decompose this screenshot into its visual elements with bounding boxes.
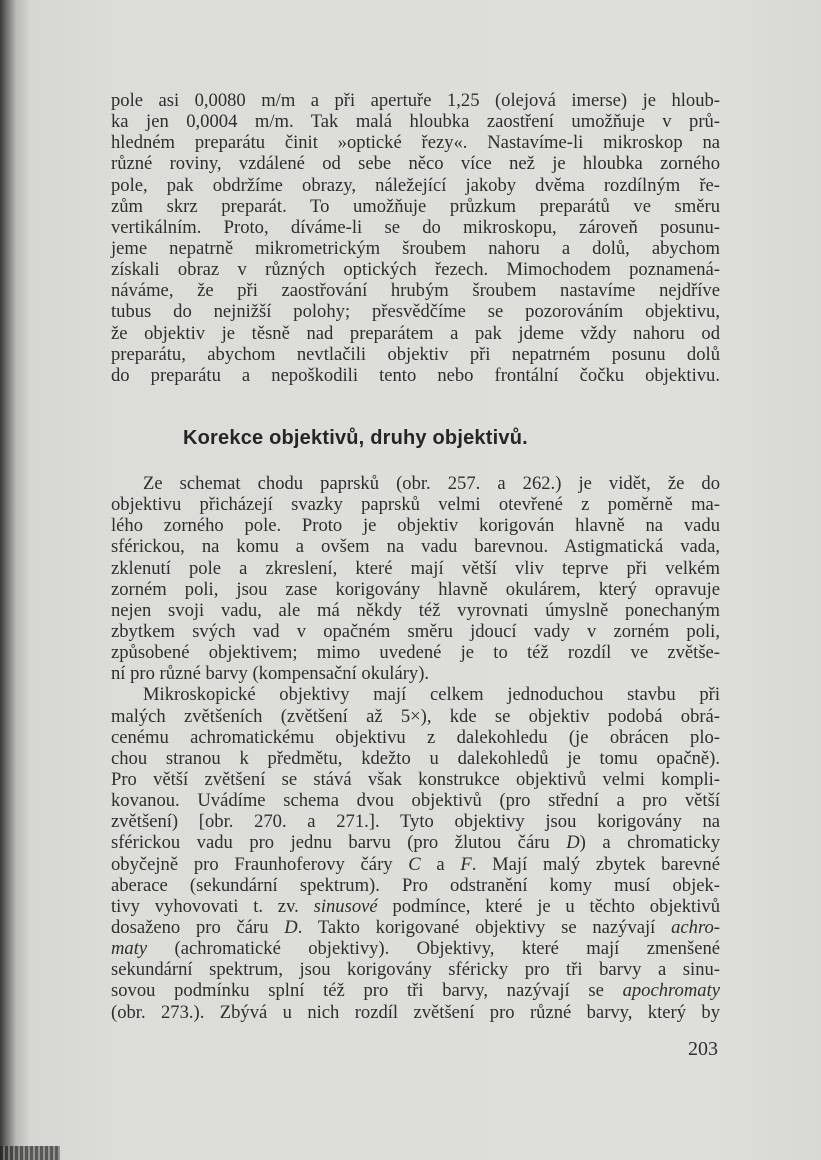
text-line: pole, pak obdržíme obrazy, náležející jakoby dvěma rozdílným ře- [111,174,720,196]
text-segment: a [420,853,461,875]
italic-term: apochromaty [622,980,720,1002]
page-number: 203 [688,1038,718,1060]
text-line: chou stranou k předmětu, kdežto u dalekohledů je tomu opačně). [111,747,720,769]
italic-term: sinusové [313,895,378,917]
paragraph [111,90,720,386]
text-line: hledném preparátu činit »optické řezy«. Nastavíme-li mikroskop na [111,132,720,154]
text-line: zorném poli, jsou zase korigovány hlavně okulárem, který opravuje [111,578,720,600]
italic-term: C [408,853,421,875]
text-line: malých zvětšeních (zvětšení až 5×), kde se objektiv podobá obrá- [111,705,720,727]
text-line [111,854,720,875]
text-line [111,832,720,853]
text-line [111,938,720,959]
italic-term: F [460,853,472,875]
text-line: ka jen 0,0004 m/m. Tak malá hloubka zaostření umožňuje v prů- [111,111,720,133]
text-line: tubus do nejnižší polohy; přesvědčíme se pozorováním objektivu, [111,301,720,323]
text-segment: dosaženo pro čáru [111,916,285,938]
text-line: Mikroskopické objektivy mají celkem jednoduchou stavbu při [143,684,720,706]
text-line: způsobené objektivem; mimo uvedené je to též rozdíl ve zvětše- [111,642,720,664]
text-line: sekundární spektrum, jsou korigovány sféricky pro tři barvy a sinu- [111,959,720,981]
scan-edge-artifact [0,1146,60,1160]
text-line: lého zorného pole. Proto je objektiv korigován hlavně na vadu [111,515,720,537]
text-line: objektivu přicházejí svazky paprsků velmi otevřené z poměrně ma- [111,494,720,516]
text-line: cenému achromatickému objektivu z dalekohledu (je obrácen plo- [111,726,720,748]
text-segment: sovou podmínku splní též pro tři barvy, nazývají se [111,980,623,1002]
text-line: nejen svoji vadu, ale má někdy též vyrovnati úmyslně ponechaným [111,599,720,621]
text-line [111,896,720,917]
text-line: zvětšení) [obr. 270. a 271.]. Tyto objektivy jsou korigovány na [111,811,720,833]
text-segment: . Takto korigované objektivy se nazývají [297,916,672,938]
text-line: získali obraz v různých optických řezech. Mimochodem poznamená- [111,259,720,281]
italic-term: achro- [671,916,720,938]
text-line: do preparátu a nepoškodili tento nebo frontální čočku objektivu. [111,364,720,386]
text-line: Pro větší zvětšení se stává však konstrukce objektivů velmi kompli- [111,768,720,790]
text-line: aberace (sekundární spektrum). Pro odstranění komy musí objek- [111,874,720,896]
text-line: kovanou. Uvádíme schema dvou objektivů (pro střední a pro větší [111,790,720,812]
italic-term: D [566,832,580,854]
text-line [111,917,720,938]
text-line: náváme, že při zaostřování hrubým šroubem nastavíme nejdříve [111,280,720,302]
section-heading: Korekce objektivů, druhy objektivů. [183,427,528,449]
text-line: (obr. 273.). Zbývá u nich rozdíl zvětšení pro různé barvy, který by [111,1001,720,1023]
text-line: vertikálním. Proto, díváme-li se do mikroskopu, zároveň posunu- [111,216,720,238]
text-segment: . Mají malý zbytek barevné [471,853,720,875]
text-line: ní pro různé barvy (kompensační okuláry). [111,663,430,685]
text-segment: sférickou vadu pro jednu barvu (pro žlutou čáru [111,832,567,854]
paragraph [111,684,720,1022]
text-line [111,980,720,1001]
italic-term: D [284,916,298,938]
paragraph [111,473,720,684]
text-line: že objektiv je těsně nad preparátem a pak jdeme vždy nahoru od [111,322,720,344]
text-segment: ) a chromaticky [579,832,720,854]
italic-term: maty [111,938,148,960]
text-line: různé roviny, vzdálené od sebe něco více než je hloubka zorného [111,153,720,175]
text-segment: podmínce, které je u těchto objektivů [377,895,720,917]
text-line: sférickou, na komu a ovšem na vadu barevnou. Astigmatická vada, [111,536,720,558]
text-line: jeme nepatrně mikrometrickým šroubem nahoru a dolů, abychom [111,237,720,259]
text-block-bottom [111,473,720,1023]
text-line: zbytkem svých vad v opačném směru jdoucí vady v zorném poli, [111,620,720,642]
text-line: Ze schemat chodu paprsků (obr. 257. a 262.) je vidět, že do [143,473,720,494]
text-segment: obyčejně pro Fraunhoferovy čáry [111,853,409,875]
text-segment: tivy vyhovovati t. zv. [111,895,314,917]
text-segment: (achromatické objektivy). Objektivy, které mají zmenšené [147,938,720,960]
text-line: zům skrz preparát. To umožňuje průzkum preparátů ve směru [111,195,720,217]
text-line: pole asi 0,0080 m/m a při apertuře 1,25 (olejová imerse) je hloub- [111,90,720,111]
text-line: zklenutí pole a zkreslení, které mají větší vliv teprve při velkém [111,557,720,579]
text-line: preparátu, abychom nevtlačili objektiv při nepatrném posunu dolů [111,343,720,365]
text-block-top [111,90,720,386]
